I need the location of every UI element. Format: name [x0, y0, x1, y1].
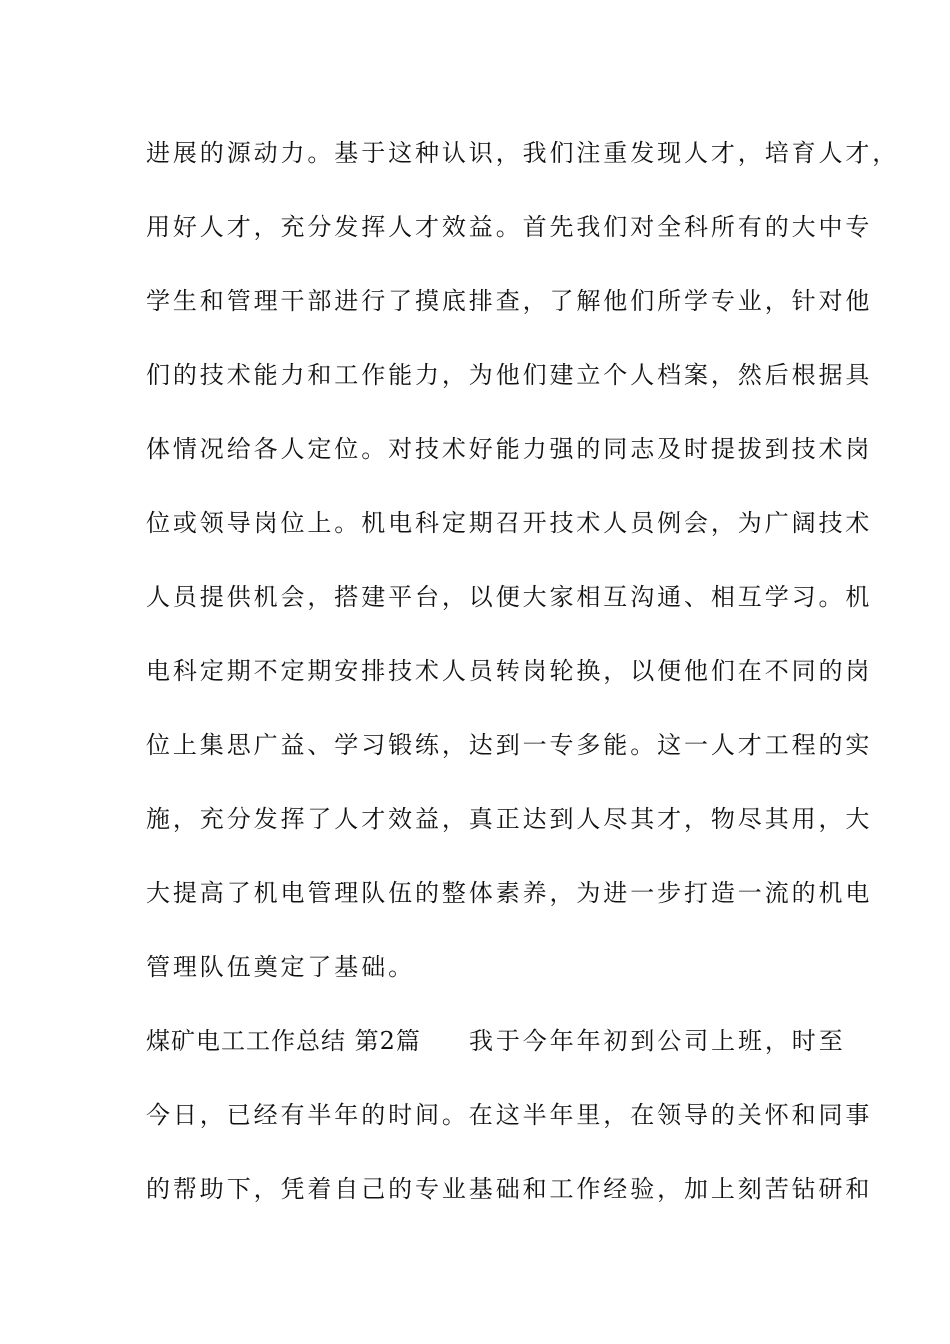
paragraph-line-12: 管理队伍奠定了基础。	[146, 953, 415, 981]
paragraph-line-6: 位或领导岗位上。机电科定期召开技术人员例会，为广阔技术	[146, 509, 873, 537]
paragraph-line-9: 位上集思广益、学习锻练，达到一专多能。这一人才工程的实	[146, 731, 873, 759]
paragraph-line-7: 人员提供机会，搭建平台，以便大家相互沟通、相互学习。机	[146, 583, 873, 611]
section-first-line-text: 我于今年年初到公司上班，时至	[469, 1027, 846, 1055]
paragraph-line-2: 用好人才，充分发挥人才效益。首先我们对全科所有的大中专	[146, 213, 873, 241]
paragraph-line-11: 大提高了机电管理队伍的整体素养，为进一步打造一流的机电	[146, 879, 873, 907]
paragraph-line-5: 体情况给各人定位。对技术好能力强的同志及时提拔到技术岗	[146, 435, 873, 463]
section-title: 煤矿电工工作总结 第2篇	[146, 1027, 421, 1055]
paragraph-line-4: 们的技术能力和工作能力，为他们建立个人档案，然后根据具	[146, 361, 873, 389]
paragraph-line-3: 学生和管理干部进行了摸底排查，了解他们所学专业，针对他	[146, 287, 873, 315]
section-line-3: 的帮助下，凭着自己的专业基础和工作经验，加上刻苦钻研和	[146, 1175, 873, 1203]
paragraph-line-1: 进展的源动力。基于这种认识，我们注重发现人才，培育人才，	[146, 139, 900, 167]
section-line-2: 今日，已经有半年的时间。在这半年里，在领导的关怀和同事	[146, 1101, 873, 1129]
section-heading-line	[146, 1021, 846, 1061]
paragraph-line-10: 施，充分发挥了人才效益，真正达到人尽其才，物尽其用，大	[146, 805, 873, 833]
paragraph-line-8: 电科定期不定期安排技术人员转岗轮换，以便他们在不同的岗	[146, 657, 873, 685]
